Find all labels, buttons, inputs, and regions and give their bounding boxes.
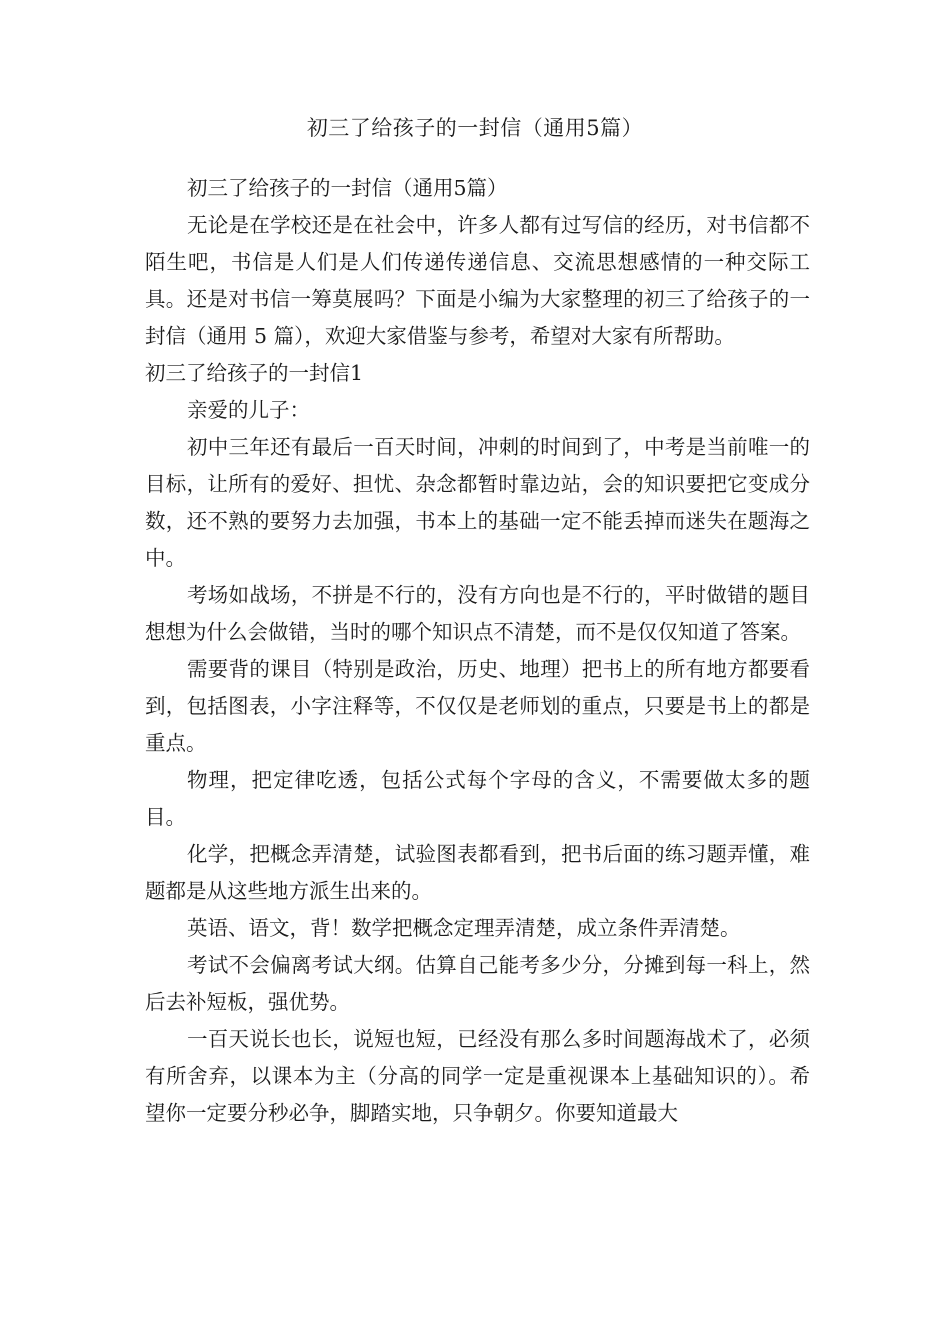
- paragraph: 考场如战场，不拼是不行的，没有方向也是不行的，平时做错的题目想想为什么会做错，当时的哪个知识点不清楚，而不是仅仅知道了答案。: [145, 583, 810, 644]
- document-title: 初三了给孩子的一封信（通用5篇）: [306, 116, 644, 140]
- paragraph: 需要背的课目（特别是政治，历史、地理）把书上的所有地方都要看到，包括图表，小字注释等，不仅仅是老师划的重点，只要是书上的都是重点。: [145, 657, 810, 755]
- paragraph: 初三了给孩子的一封信1: [145, 361, 364, 385]
- paragraph: 物理，把定律吃透，包括公式每个字母的含义，不需要做太多的题目。: [145, 768, 810, 829]
- paragraph: 一百天说长也长，说短也短，已经没有那么多时间题海战术了，必须有所舍弃，以课本为主（分高的同学一定是重视课本上基础知识的）。希望你一定要分秒必争，脚踏实地，只争朝夕。你要知道最大: [145, 1027, 810, 1125]
- paragraph: 初三了给孩子的一封信（通用5篇）: [187, 176, 508, 200]
- paragraph: 亲爱的儿子：: [187, 398, 310, 422]
- paragraph: 考试不会偏离考试大纲。估算自己能考多少分，分摊到每一科上，然后去补短板，强优势。: [145, 953, 810, 1014]
- paragraph: 无论是在学校还是在社会中，许多人都有过写信的经历，对书信都不陌生吧，书信是人们是人们传递传递信息、交流思想感情的一种交际工具。还是对书信一筹莫展吗？下面是小编为大家整理的初三了给孩子的一封信（通用 5 篇），欢迎大家借鉴与参考，希望对大家有所帮助。: [145, 213, 810, 348]
- paragraph: 初中三年还有最后一百天时间，冲刺的时间到了，中考是当前唯一的目标，让所有的爱好、担忧、杂念都暂时靠边站，会的知识要把它变成分数，还不熟的要努力去加强，书本上的基础一定不能丢掉而迷失在题海之中。: [145, 435, 810, 570]
- paragraph: 化学，把概念弄清楚，试验图表都看到，把书后面的练习题弄懂，难题都是从这些地方派生出来的。: [145, 842, 810, 903]
- paragraph: 英语、语文，背！数学把概念定理弄清楚，成立条件弄清楚。: [187, 916, 741, 940]
- document-body: [145, 170, 810, 1132]
